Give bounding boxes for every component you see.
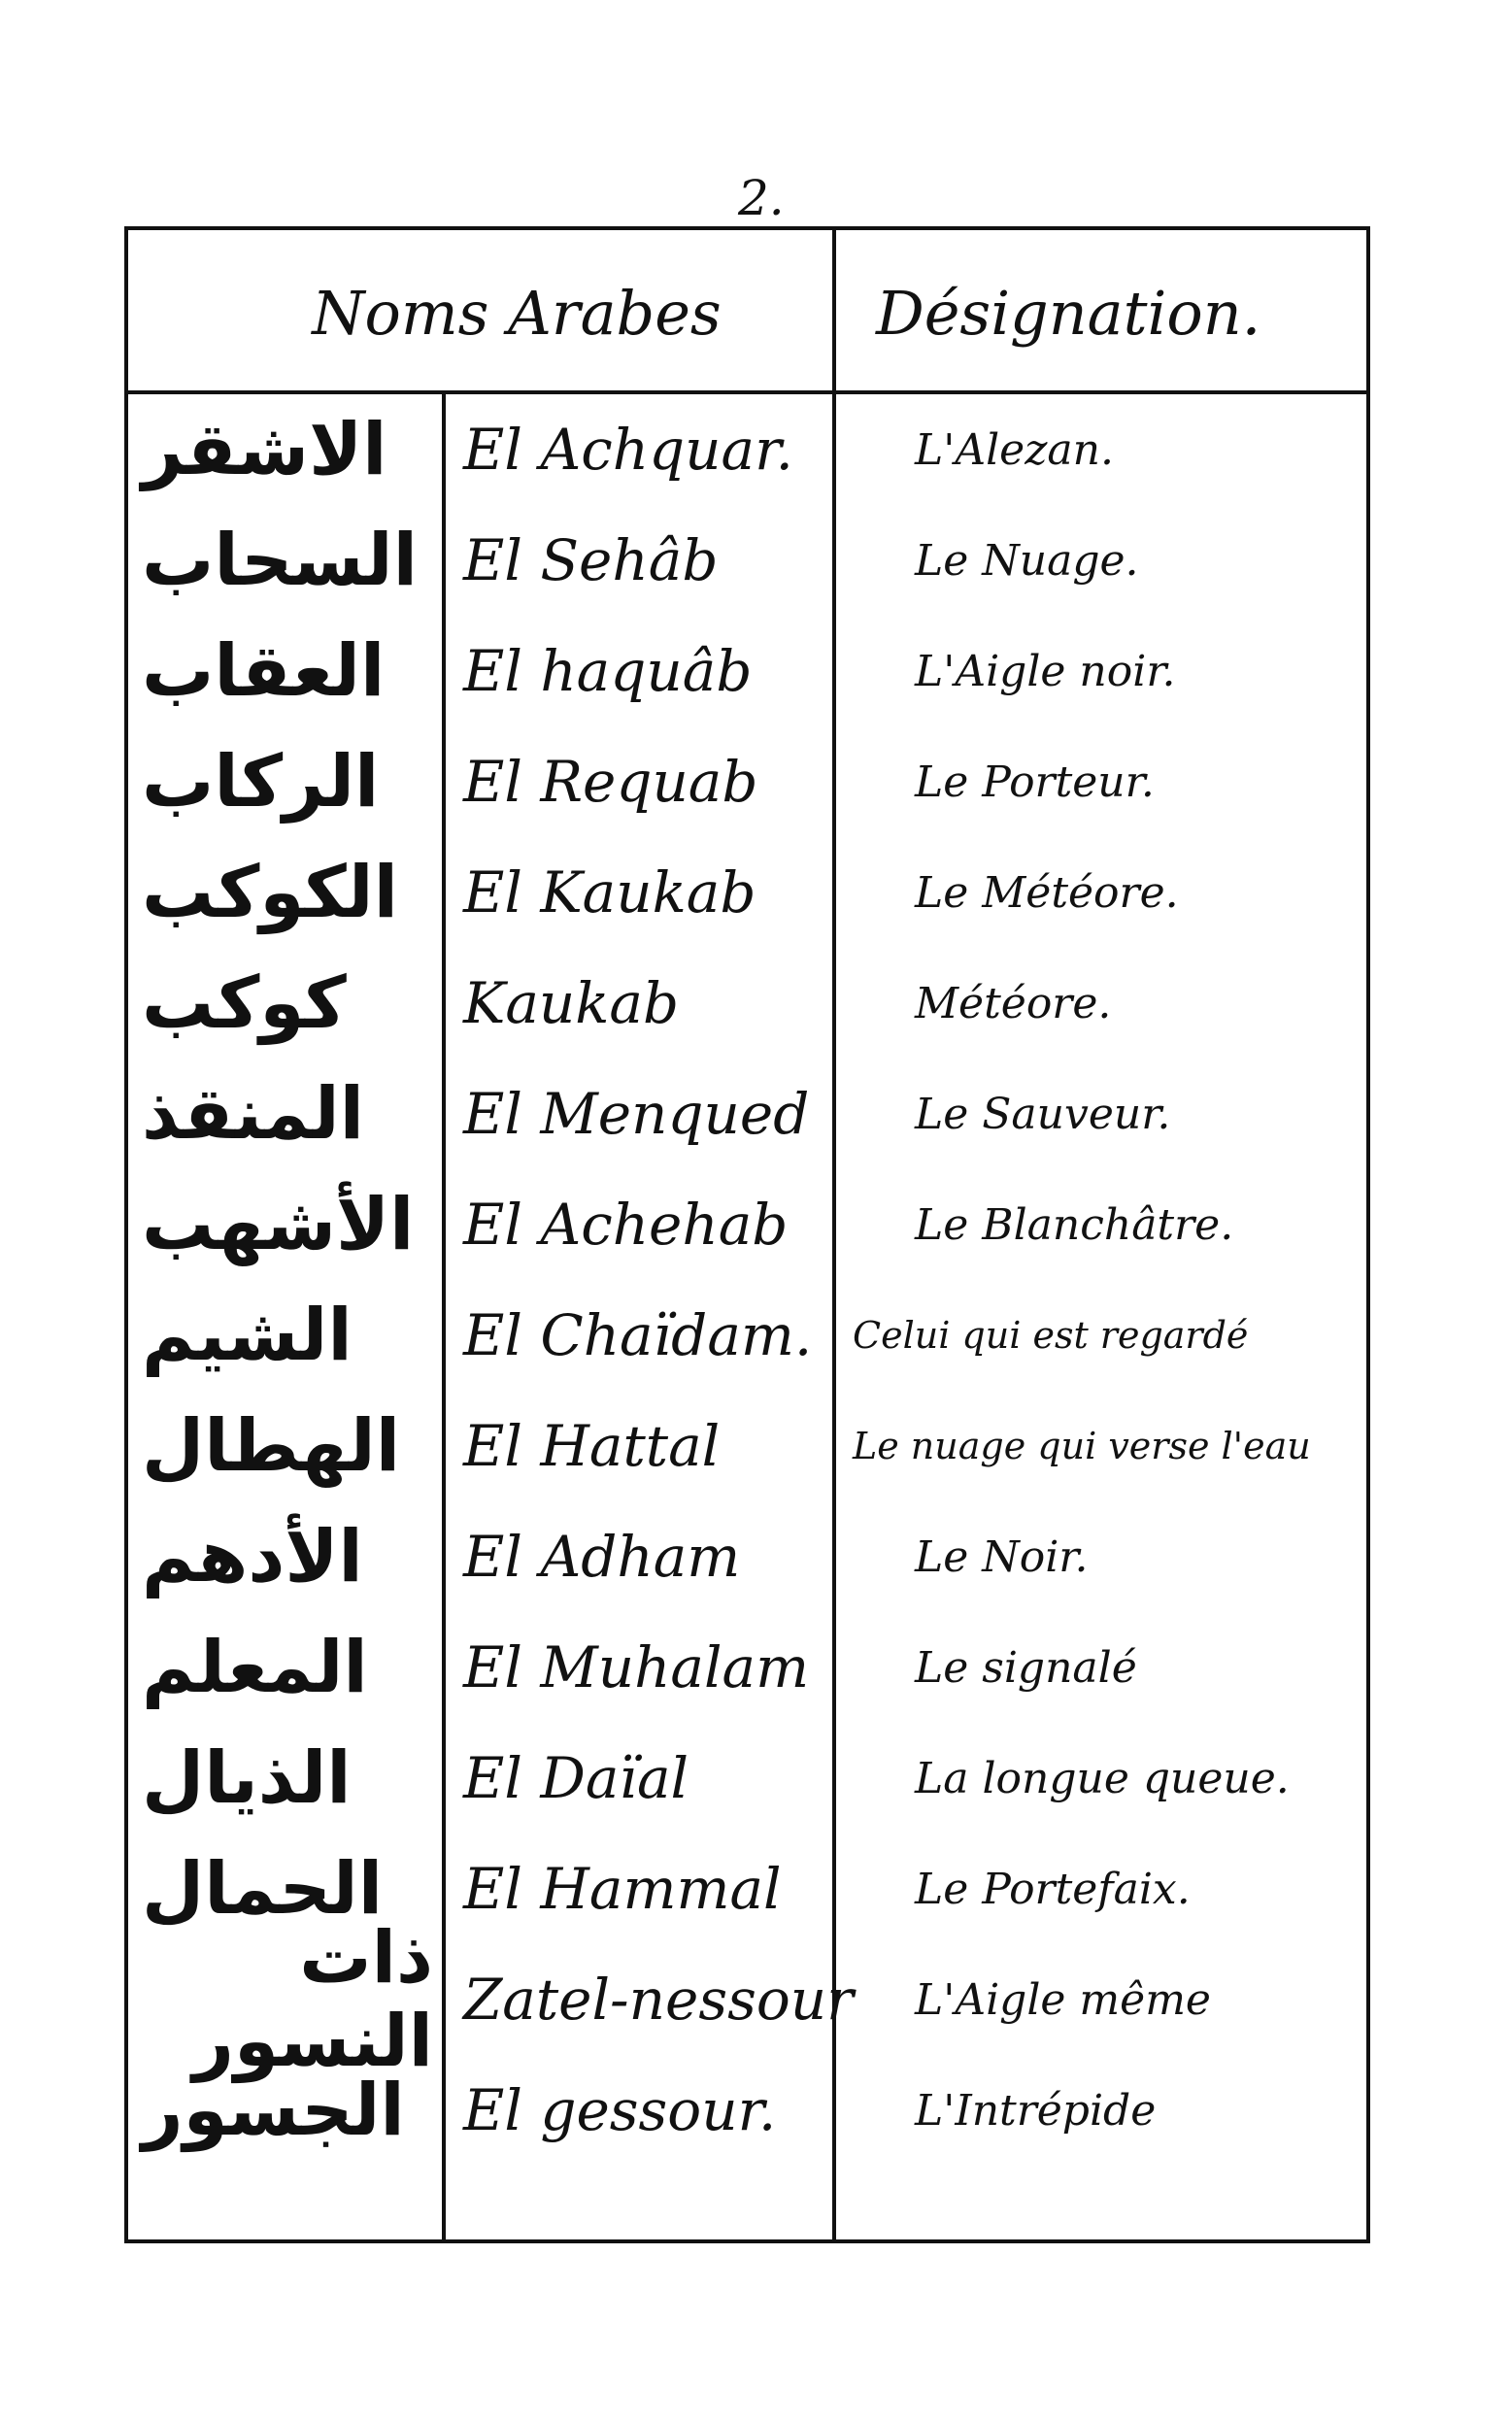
arabic-name: الركاب xyxy=(142,740,380,824)
table-row xyxy=(128,1501,1366,1612)
arabic-name: المعلم xyxy=(142,1626,368,1709)
names-table xyxy=(124,226,1370,2243)
arabic-name: الحمال xyxy=(142,1847,384,1931)
table-row xyxy=(128,505,1366,616)
table-body xyxy=(128,394,1366,2239)
transliteration: El Adham xyxy=(463,1524,741,1590)
arabic-name: الأشهب xyxy=(142,1183,415,1266)
table-row xyxy=(128,1169,1366,1280)
arabic-name: كوكب xyxy=(142,961,347,1045)
transliteration: El Achehab xyxy=(463,1192,789,1258)
table-row xyxy=(128,1391,1366,1501)
arabic-name: الأدهم xyxy=(142,1515,363,1599)
arabic-name: الشيم xyxy=(142,1294,353,1377)
arabic-name: ذات النسور xyxy=(192,1916,433,2083)
table-row xyxy=(128,1723,1366,1834)
table-row xyxy=(128,2055,1366,2166)
arabic-name: السحاب xyxy=(142,519,418,602)
designation: Le Nuage. xyxy=(915,535,1139,586)
transliteration: El Kaukab xyxy=(463,859,756,925)
designation: L'Aigle même xyxy=(915,1974,1211,2025)
transliteration: El Chaïdam. xyxy=(463,1302,813,1368)
designation: Le nuage qui verse l'eau xyxy=(853,1425,1311,1467)
table-row xyxy=(128,1059,1366,1169)
transliteration: El Menqued xyxy=(463,1081,810,1147)
table-row xyxy=(128,394,1366,505)
transliteration: Kaukab xyxy=(463,970,680,1036)
designation: Le Noir. xyxy=(915,1531,1089,1582)
designation: Le signalé xyxy=(915,1642,1137,1693)
designation: Météore. xyxy=(915,978,1112,1028)
table-row xyxy=(128,726,1366,837)
designation: Le Porteur. xyxy=(915,757,1155,807)
arabic-name: الاشقر xyxy=(142,408,387,491)
transliteration: Zatel-nessour xyxy=(463,1967,854,2033)
page-number: 2. xyxy=(738,170,785,226)
designation: La longue queue. xyxy=(915,1753,1290,1803)
transliteration: El Muhalam xyxy=(463,1634,810,1700)
table-row xyxy=(128,1280,1366,1391)
arabic-name: الهطال xyxy=(142,1404,401,1488)
table-row xyxy=(128,1916,1366,2083)
designation: L'Aigle noir. xyxy=(915,646,1176,696)
transliteration: El Hammal xyxy=(463,1856,782,1922)
header-designation: Désignation. xyxy=(876,277,1261,349)
arabic-name: العقاب xyxy=(142,629,386,713)
table-row xyxy=(128,837,1366,948)
designation: Le Météore. xyxy=(915,867,1179,918)
designation: L'Alezan. xyxy=(915,424,1114,475)
transliteration: El Sehâb xyxy=(463,527,719,593)
table-row xyxy=(128,948,1366,1059)
table-row xyxy=(128,1612,1366,1723)
designation: Le Sauveur. xyxy=(915,1089,1171,1139)
arabic-name: الجسور xyxy=(142,2069,405,2152)
table-row xyxy=(128,616,1366,726)
designation: Le Blanchâtre. xyxy=(915,1199,1234,1250)
designation: Le Portefaix. xyxy=(915,1864,1191,1914)
transliteration: El haquâb xyxy=(463,638,753,704)
arabic-name: الكوكب xyxy=(142,851,398,934)
designation: L'Intrépide xyxy=(915,2085,1157,2136)
transliteration: El Achquar. xyxy=(463,417,793,483)
transliteration: El gessour. xyxy=(463,2077,777,2143)
designation: Celui qui est regardé xyxy=(853,1314,1249,1357)
arabic-name: المنقذ xyxy=(142,1072,364,1156)
transliteration: El Daïal xyxy=(463,1745,689,1811)
header-noms-arabes: Noms Arabes xyxy=(312,277,722,349)
arabic-name: الذيال xyxy=(142,1736,352,1820)
transliteration: El Requab xyxy=(463,749,758,815)
transliteration: El Hattal xyxy=(463,1413,721,1479)
table-header-row xyxy=(128,230,1366,394)
